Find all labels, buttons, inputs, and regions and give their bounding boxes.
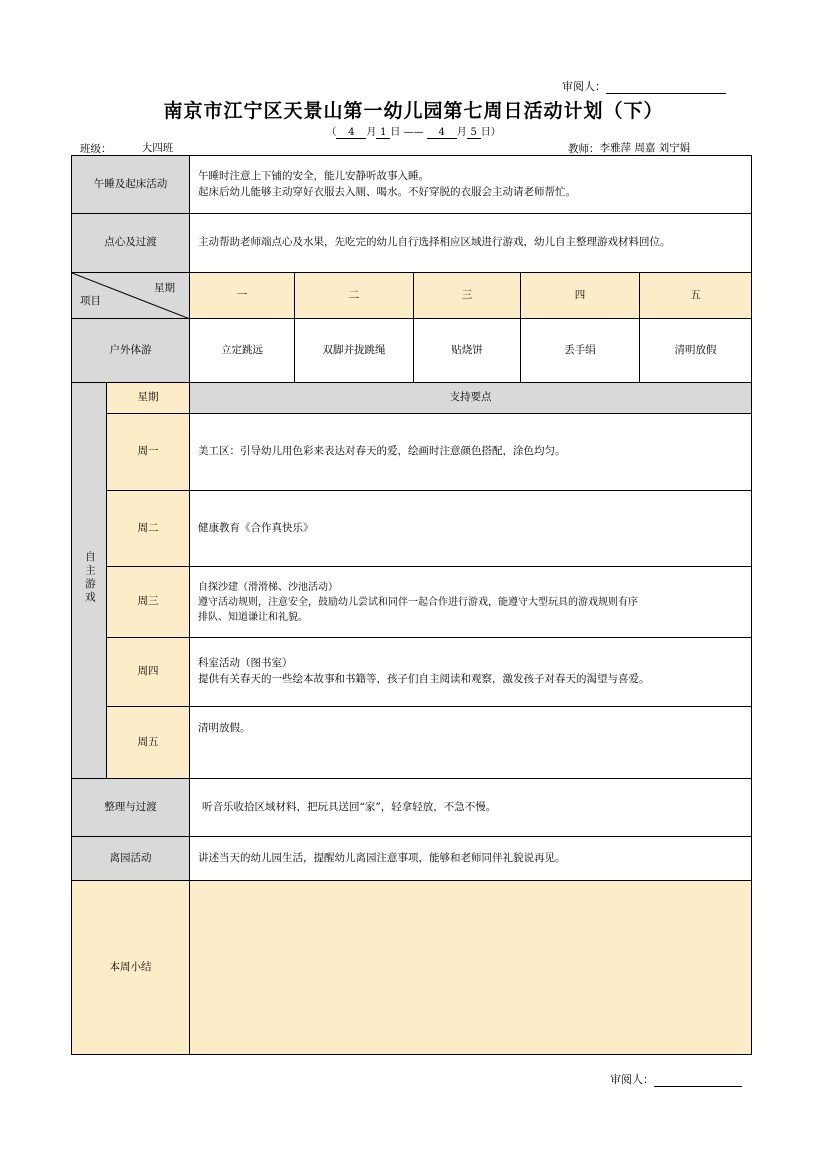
summary-content[interactable] [190, 881, 752, 1055]
day-header-fri: 五 [640, 273, 752, 319]
free-play-points: 科室活动（图书室） 提供有关春天的一些绘本故事和书籍等，孩子们自主阅读和观察，激发孩子对春天的渴望与喜爱。 [190, 638, 752, 707]
reviewer-label: 审阅人： [610, 1073, 654, 1086]
free-play-points: 美工区：引导幼儿用色彩来表达对春天的爱，绘画时注意颜色搭配，涂色均匀。 [190, 414, 752, 491]
summary-row [72, 881, 752, 1055]
outdoor-mon: 立定跳远 [190, 319, 295, 383]
summary-label: 本周小结 [72, 881, 190, 1055]
outdoor-wed: 贴烧饼 [414, 319, 521, 383]
nap-row [72, 156, 752, 214]
outdoor-thu: 丢手绢 [521, 319, 640, 383]
snack-row [72, 214, 752, 273]
reviewer-signature-line[interactable] [654, 1074, 742, 1087]
tidy-row [72, 779, 752, 837]
free-play-points: 健康教育《合作真快乐》 [190, 491, 752, 567]
snack-label: 点心及过渡 [72, 214, 190, 273]
leave-label: 离园活动 [72, 837, 190, 881]
top-reviewer [562, 78, 726, 94]
leave-row [72, 837, 752, 881]
teacher-names: 李雅萍 周嘉 刘宁娟 [599, 142, 691, 154]
reviewer-label: 审阅人： [562, 80, 606, 93]
teacher-info [568, 140, 690, 156]
nap-line-2: 起床后幼儿能够主动穿好衣服去入厕、喝水。不好穿脱的衣服会主动请老师帮忙。 [198, 185, 576, 198]
free-play-points: 清明放假。 [190, 707, 752, 779]
free-play-row [72, 567, 752, 638]
start-day: 1 [376, 127, 390, 139]
free-play-day-header: 星期 [107, 383, 190, 414]
free-play-day: 周一 [107, 414, 190, 491]
day-header-mon: 一 [190, 273, 295, 319]
tidy-content: 听音乐收拾区域材料，把玩具送回“家”，轻拿轻放，不急不慢。 [190, 779, 752, 837]
outdoor-row [72, 319, 752, 383]
free-play-row [72, 638, 752, 707]
reviewer-signature-line[interactable] [606, 81, 726, 94]
free-play-points-header: 支持要点 [190, 383, 752, 414]
week-header-corner [72, 273, 190, 319]
leave-content: 讲述当天的幼儿园生活，提醒幼儿离园注意事项，能够和老师同伴礼貌说再见。 [190, 837, 752, 881]
week-header-row [72, 273, 752, 319]
outdoor-tue: 双脚并拢跳绳 [295, 319, 414, 383]
free-play-side-label: 自主游戏 [72, 383, 107, 779]
free-play-day: 周五 [107, 707, 190, 779]
snack-content: 主动帮助老师端点心及水果，先吃完的幼儿自行选择相应区域进行游戏，幼儿自主整理游戏材料回位。 [190, 214, 752, 273]
free-play-day: 周三 [107, 567, 190, 638]
free-play-day: 周二 [107, 491, 190, 567]
activity-plan-table [71, 155, 752, 1055]
free-play-points: 自探沙建（滑滑梯、沙池活动） 遵守活动规则，注意安全，鼓励幼儿尝试和同伴一起合作进行游戏，能遵守大型玩具的游戏规则有序 排队、知道谦让和礼貌。 [190, 567, 752, 638]
free-play-day: 周四 [107, 638, 190, 707]
nap-label: 午睡及起床活动 [72, 156, 190, 214]
end-day: 5 [467, 127, 481, 139]
free-play-row [72, 414, 752, 491]
end-month: 4 [427, 127, 457, 139]
free-play-header-row [72, 383, 752, 414]
nap-line-1: 午睡时注意上下铺的安全，能儿安静听故事入睡。 [198, 169, 429, 182]
outdoor-label: 户外体游 [72, 319, 190, 383]
tidy-label: 整理与过渡 [72, 779, 190, 837]
item-axis-label: 项目 [80, 295, 101, 308]
class-label: 班级： [80, 143, 112, 155]
day-header-wed: 三 [414, 273, 521, 319]
teacher-label: 教师： [568, 143, 600, 155]
class-name: 大四班 [112, 140, 198, 156]
nap-content [190, 156, 752, 214]
page-title: 南京市江宁区天景山第一幼儿园第七周日活动计划（下） [163, 100, 664, 122]
start-month: 4 [336, 127, 366, 139]
free-play-row [72, 491, 752, 567]
date-range: （ 4 月 1 日 —— 4 月 5 日） [326, 127, 501, 138]
day-header-tue: 二 [295, 273, 414, 319]
date-dash: —— [403, 127, 424, 138]
outdoor-fri: 清明放假 [640, 319, 752, 383]
class-info [80, 140, 198, 156]
day-header-thu: 四 [521, 273, 640, 319]
free-play-row [72, 707, 752, 779]
weekday-axis-label: 星期 [154, 282, 175, 294]
bottom-reviewer [610, 1071, 742, 1087]
